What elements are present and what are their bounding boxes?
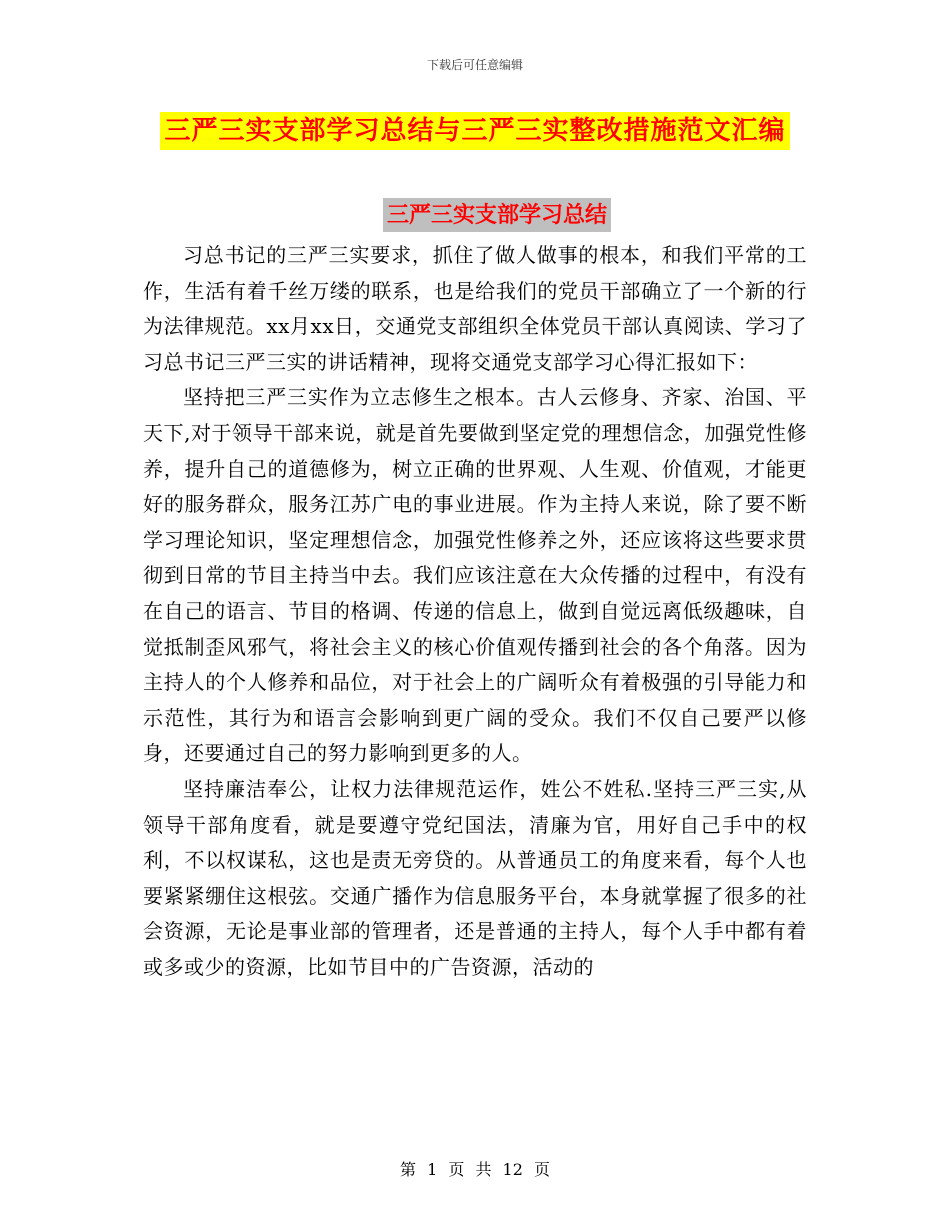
main-title-container xyxy=(0,112,950,150)
body-paragraph: 坚持廉洁奉公，让权力法律规范运作，姓公不姓私.坚持三严三实,从领导干部角度看，就是要遵守党纪国法，清廉为官，用好自己手中的权利，不以权谋私，这也是责无旁贷的。从普通员工的角度来看，每个人也要紧紧绷住这根弦。交通广播作为信息服务平台，本身就掌握了很多的社会资源，无论是事业部的管理者，还是普通的主持人，每个人手中都有着或多或少的资源，比如节目中的广告资源，活动的 xyxy=(143,776,807,979)
page-number-footer: 第 1 页 共 12 页 xyxy=(400,1160,550,1179)
section-title-container xyxy=(0,198,950,232)
document-main-title: 三严三实支部学习总结与三严三实整改措施范文汇编 xyxy=(160,112,789,150)
body-paragraph: 习总书记的三严三实要求，抓住了做人做事的根本，和我们平常的工作，生活有着千丝万缕的联系，也是给我们的党员干部确立了一个新的行为法律规范。xx月xx日，交通党支部组织全体党员干部认真阅读、学习了习总书记三严三实的讲话精神，现将交通党支部学习心得汇报如下： xyxy=(143,243,807,374)
document-body xyxy=(143,238,807,985)
section-title: 三严三实支部学习总结 xyxy=(383,198,611,232)
page-header-note: 下载后可任意编辑 xyxy=(426,58,523,72)
body-paragraph: 坚持把三严三实作为立志修生之根本。古人云修身、齐家、治国、平天下,对于领导干部来说，就是首先要做到坚定党的理想信念，加强党性修养，提升自己的道德修为，树立正确的世界观、人生观、价值观，才能更好的服务群众，服务江苏广电的事业进展。作为主持人来说，除了要不断学习理论知识，坚定理想信念，加强党性修养之外，还应该将这些要求贯彻到日常的节目主持当中去。我们应该注意在大众传播的过程中，有没有在自己的语言、节目的格调、传递的信息上，做到自觉远离低级趣味，自觉抵制歪风邪气，将社会主义的核心价值观传播到社会的各个角落。因为主持人的个人修养和品位，对于社会上的广阔听众有着极强的引导能力和示范性，其行为和语言会影响到更广阔的受众。我们不仅自己要严以修身，还要通过自己的努力影响到更多的人。 xyxy=(143,385,807,766)
